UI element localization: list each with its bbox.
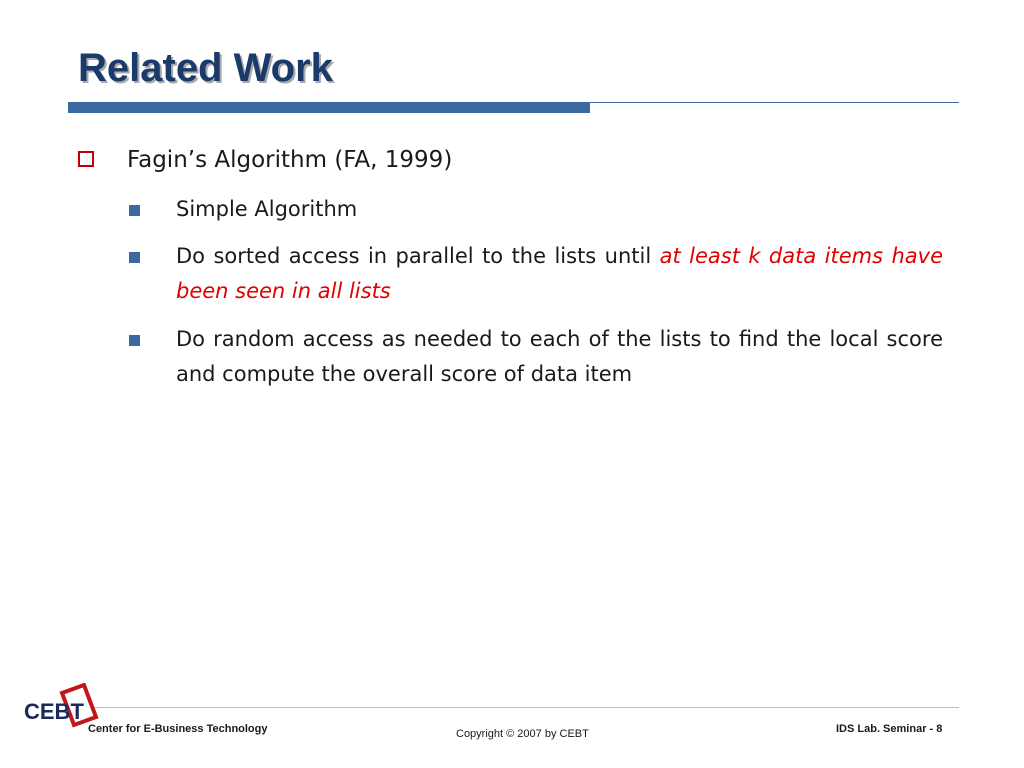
filled-square-bullet-icon bbox=[129, 335, 140, 346]
subbullet-simple-algorithm: Simple Algorithm bbox=[176, 197, 358, 221]
filled-square-bullet-icon bbox=[129, 205, 140, 216]
title-underline-bar bbox=[68, 102, 590, 113]
filled-square-bullet-icon bbox=[129, 252, 140, 263]
slide-title: Related Work bbox=[78, 46, 333, 90]
footer-copyright: Copyright © 2007 by CEBT bbox=[456, 728, 589, 740]
subbullet-sorted-access bbox=[176, 239, 943, 309]
svg-text:CEBT: CEBT bbox=[24, 699, 84, 724]
subbullet-sorted-access-highlight: at least k data items have been seen in all lists bbox=[176, 244, 943, 303]
hollow-square-bullet-icon bbox=[78, 151, 94, 167]
title-underline-rule bbox=[590, 102, 959, 103]
bullet-fagins-algorithm: Fagin’s Algorithm (FA, 1999) bbox=[127, 147, 453, 173]
subbullet-sorted-access-text: Do sorted access in parallel to the lists until bbox=[176, 244, 660, 268]
footer-organization: Center for E-Business Technology bbox=[88, 723, 268, 735]
subbullet-random-access: Do random access as needed to each of the lists to find the local score and compute the overall score of data item bbox=[176, 327, 943, 386]
footer-page-label: IDS Lab. Seminar - 8 bbox=[836, 723, 943, 735]
footer-divider bbox=[78, 707, 959, 708]
